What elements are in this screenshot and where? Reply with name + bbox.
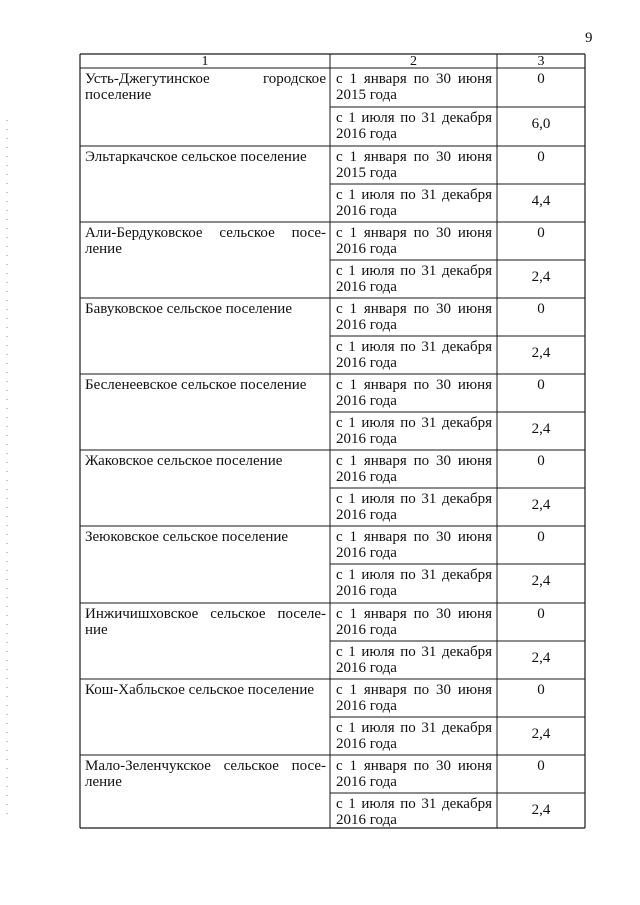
rate-value: 2,4 — [531, 726, 551, 742]
municipality-name: Бесленеевское сельское поселение — [85, 377, 307, 393]
column-header: 1 — [201, 54, 209, 69]
period-text: с 1 января по 30 июня 2016 года — [336, 606, 492, 638]
municipality-name: Жаковское сельское поселение — [85, 453, 283, 469]
rate-value: 0 — [537, 529, 545, 545]
rate-value: 0 — [537, 225, 545, 241]
period-text: с 1 января по 30 июня 2016 года — [336, 529, 492, 561]
rate-value: 0 — [537, 453, 545, 469]
period-text: с 1 января по 30 июня 2016 года — [336, 453, 492, 485]
period-text: с 1 июля по 31 декабря 2016 года — [336, 796, 492, 828]
municipality-name: Мало-Зеленчукское сельское посе-ление — [85, 758, 326, 790]
rate-value: 2,4 — [531, 497, 551, 513]
period-text: с 1 июля по 31 декабря 2016 года — [336, 567, 492, 599]
period-text: с 1 января по 30 июня 2016 года — [336, 301, 492, 333]
rate-value: 4,4 — [531, 193, 551, 209]
rate-value: 0 — [537, 301, 545, 317]
municipality-name: Инжичишховское сельское поселе-ние — [85, 606, 326, 638]
period-text: с 1 января по 30 июня 2016 года — [336, 225, 492, 257]
period-text: с 1 июля по 31 декабря 2016 года — [336, 110, 492, 142]
rate-value: 2,4 — [531, 802, 551, 818]
period-text: с 1 января по 30 июня 2015 года — [336, 149, 492, 181]
period-text: с 1 июля по 31 декабря 2016 года — [336, 720, 492, 752]
period-text: с 1 января по 30 июня 2016 года — [336, 377, 492, 409]
page-number: 9 — [585, 30, 593, 46]
period-text: с 1 января по 30 июня 2015 года — [336, 71, 492, 103]
period-text: с 1 июля по 31 декабря 2016 года — [336, 415, 492, 447]
period-text: с 1 июля по 31 декабря 2016 года — [336, 187, 492, 219]
period-text: с 1 января по 30 июня 2016 года — [336, 682, 492, 714]
rate-value: 0 — [537, 149, 545, 165]
rate-value: 0 — [537, 606, 545, 622]
municipality-name: Кош-Хабльское сельское поселение — [85, 682, 315, 698]
municipality-name: Бавуковское сельское поселение — [85, 301, 292, 317]
rate-value: 0 — [537, 377, 545, 393]
period-text: с 1 июля по 31 декабря 2016 года — [336, 644, 492, 676]
rate-value: 2,4 — [531, 269, 551, 285]
period-text: с 1 июля по 31 декабря 2016 года — [336, 491, 492, 523]
rate-value: 0 — [537, 758, 545, 774]
column-header: 2 — [410, 54, 417, 69]
rate-value: 2,4 — [531, 421, 551, 437]
municipality-name: Эльтаркачское сельское поселение — [85, 149, 307, 165]
municipality-name: Али-Бердуковское сельское посе-ление — [85, 225, 326, 257]
rate-value: 2,4 — [531, 650, 551, 666]
municipality-name: Зеюковское сельское поселение — [85, 529, 289, 545]
period-text: с 1 июля по 31 декабря 2016 года — [336, 263, 492, 295]
rate-value: 2,4 — [531, 345, 551, 361]
rate-value: 6,0 — [531, 116, 551, 132]
period-text: с 1 января по 30 июня 2016 года — [336, 758, 492, 790]
rate-value: 2,4 — [531, 573, 551, 589]
rate-value: 0 — [537, 682, 545, 698]
rate-value: 0 — [537, 71, 545, 87]
column-header: 3 — [537, 54, 545, 69]
period-text: с 1 июля по 31 декабря 2016 года — [336, 339, 492, 371]
municipality-name: Усть-Джегутинское городское поселение — [85, 71, 326, 103]
